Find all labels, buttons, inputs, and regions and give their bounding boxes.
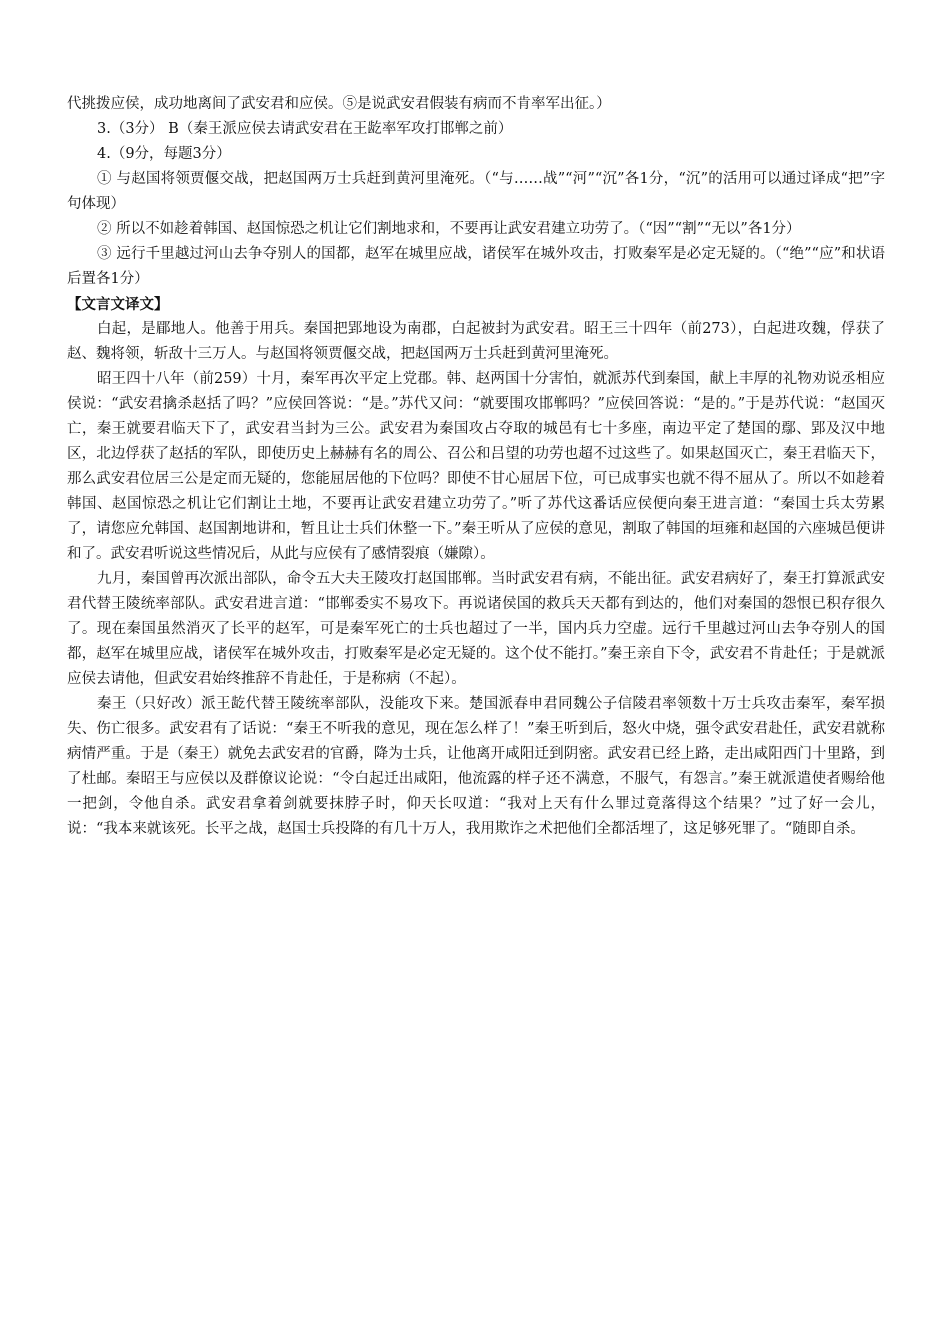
translation-heading: 【文言文译文】	[67, 296, 169, 313]
translation-paragraph: 白起，是郿地人。他善于用兵。秦国把郢地设为南郡，白起被封为武安君。昭王三十四年（前273），白起进攻魏，俘获了赵、魏将领，斩敌十三万人。与赵国将领贾偃交战，把赵国两万士兵赶到黄河里淹死。	[67, 321, 885, 362]
translation-paragraph: 九月，秦国曾再次派出部队，命令五大夫王陵攻打赵国邯郸。当时武安君有病，不能出征。武安君病好了，秦王打算派武安君代替王陵统率部队。武安君进言道：“邯郸委实不易攻下。再说诸侯国的救兵天天都有到达的，他们对秦国的怨恨已积存很久了。现在秦国虽然消灭了长平的赵军，可是秦军死亡的士兵也超过了一半，国内兵力空虚。远行千里越过河山去争夺别人的国都，赵军在城里应战，诸侯军在城外攻击，打败秦军是必定无疑的。这个仗不能打。”秦王亲自下令，武安君不肯赴任；于是就派应侯去请他，但武安君始终推辞不肯赴任，于是称病（不起）。	[67, 571, 885, 687]
translation-paragraph: 秦王（只好改）派王龁代替王陵统率部队，没能攻下来。楚国派春申君同魏公子信陵君率领数十万士兵攻击秦军，秦军损失、伤亡很多。武安君有了话说：“秦王不听我的意见，现在怎么样了！”秦王听到后，怒火中烧，强令武安君赴任，武安君就称病情严重。于是（秦王）就免去武安君的官爵，降为士兵，让他离开咸阳迁到阴密。武安君已经上路，走出咸阳西门十里路，到了杜邮。秦昭王与应侯以及群僚议论说：“令白起迁出咸阳，他流露的样子还不满意，不服气，有怨言。”秦王就派遣使者赐给他一把剑，令他自杀。武安君拿着剑就要抹脖子时，仰天长叹道：“我对上天有什么罪过竟落得这个结果？”过了好一会儿，说：“我本来就该死。长平之战，赵国士兵投降的有几十万人，我用欺诈之术把他们全都活埋了，这足够死罪了。“随即自杀。	[67, 696, 885, 837]
document-page	[67, 92, 885, 842]
answer-q4-item-2: ② 所以不如趁着韩国、赵国惊恐之机让它们割地求和，不要再让武安君建立功劳了。（“因”“割”“无以”各1分）	[97, 221, 801, 237]
answer-q3: 3.（3分） B（秦王派应侯去请武安君在王龁率军攻打邯郸之前）	[97, 121, 513, 137]
answer-continuation: 代挑拨应侯，成功地离间了武安君和应侯。⑤是说武安君假装有病而不肯率军出征。）	[67, 96, 611, 112]
answer-q4-item-3: ③ 远行千里越过河山去争夺别人的国都，赵军在城里应战，诸侯军在城外攻击，打败秦军是必定无疑的。（“绝”“应”和状语后置各1分）	[67, 246, 885, 287]
translation-paragraph: 昭王四十八年（前259）十月，秦军再次平定上党郡。韩、赵两国十分害怕，就派苏代到秦国，献上丰厚的礼物劝说丞相应侯说：“武安君擒杀赵括了吗？”应侯回答说：“是。”苏代又问：“就要围攻邯郸吗？”应侯回答说：“是的。”于是苏代说：“赵国灭亡，秦王就要君临天下了，武安君当封为三公。武安君为秦国攻占夺取的城邑有七十多座，南边平定了楚国的鄢、郢及汉中地区，北边俘获了赵括的军队，即使历史上赫赫有名的周公、召公和吕望的功劳也超不过这些了。如果赵国灭亡，秦王君临天下，那么武安君位居三公是定而无疑的，您能屈居他的下位吗？即使不甘心屈居下位，可已成事实也就不得不屈从了。所以不如趁着韩国、赵国惊恐之机让它们割让土地，不要再让武安君建立功劳了。”听了苏代这番话应侯便向秦王进言道：“秦国士兵太劳累了，请您应允韩国、赵国割地讲和，暂且让士兵们休整一下。”秦王听从了应侯的意见，割取了韩国的垣雍和赵国的六座城邑便讲和了。武安君听说这些情况后，从此与应侯有了感情裂痕（嫌隙）。	[67, 371, 885, 562]
answer-q4-header: 4.（9分，每题3分）	[97, 146, 231, 162]
answer-q4-item-1: ① 与赵国将领贾偃交战，把赵国两万士兵赶到黄河里淹死。（“与……战”“河”“沉”各1分，“沉”的活用可以通过译成“把”字句体现）	[67, 171, 885, 212]
